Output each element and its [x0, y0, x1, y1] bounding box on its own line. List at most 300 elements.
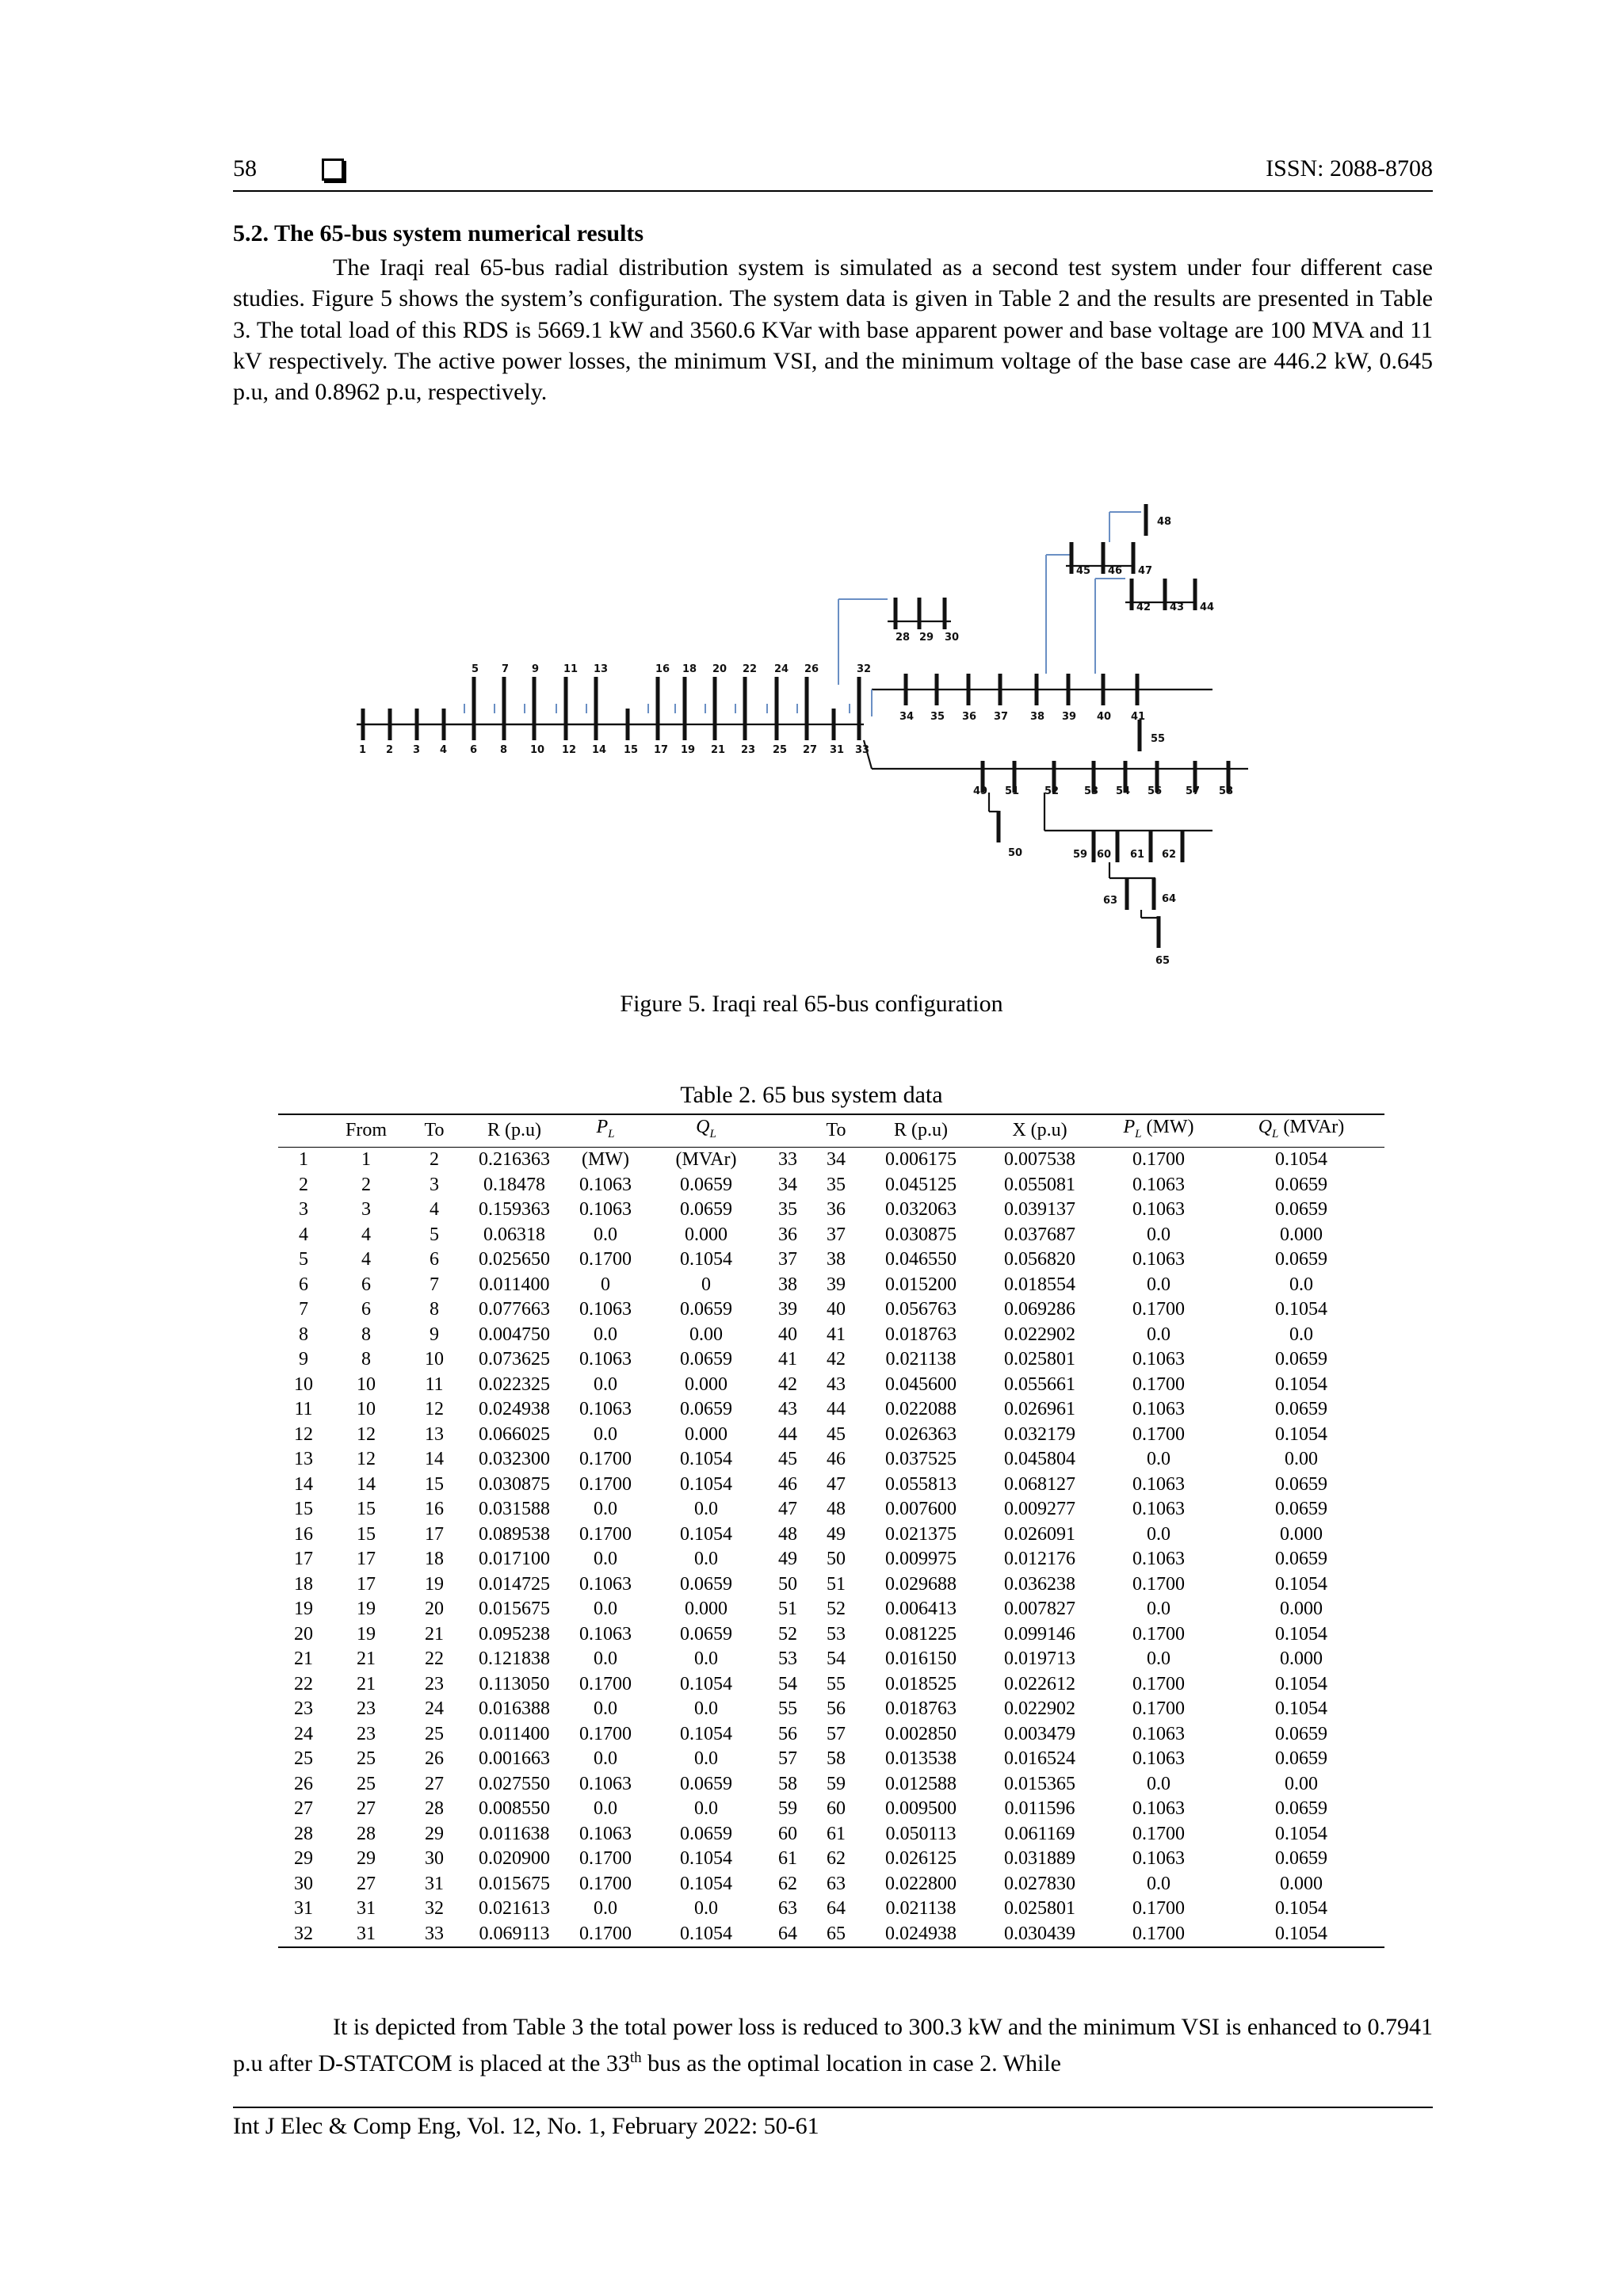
table-cell: 0.099146	[1004, 1623, 1075, 1645]
table-row	[278, 1347, 1384, 1373]
figure-caption: Figure 5. Iraqi real 65-bus configuration	[620, 991, 1003, 1017]
bus-bar	[775, 677, 779, 709]
table-cell: 0.1054	[1275, 1898, 1327, 1920]
table-cell: 0.032300	[479, 1449, 550, 1470]
table-cell: 21	[425, 1623, 444, 1645]
table-row	[278, 1822, 1384, 1847]
table-cell: 2	[361, 1174, 371, 1195]
table-cell: 20	[425, 1599, 444, 1620]
bus-label: 62	[1162, 849, 1177, 861]
bus-bar	[656, 709, 660, 740]
table-cell: 55	[827, 1673, 846, 1694]
table-cell: 52	[778, 1623, 797, 1645]
table-cell: 0.1054	[1275, 1299, 1327, 1320]
table-row	[278, 1223, 1384, 1248]
table-row	[278, 1797, 1384, 1822]
bus-bar	[997, 811, 1001, 842]
table-cell: 0.06318	[483, 1224, 545, 1245]
table-cell: 0.1063	[579, 1399, 632, 1420]
table-cell: 0.000	[1280, 1224, 1323, 1245]
table-cell: 31	[425, 1873, 444, 1894]
table-cell: 0.011400	[479, 1723, 550, 1744]
table-cell: 0.0	[594, 1898, 617, 1920]
bus-bar	[1070, 542, 1074, 574]
table-cell: 0.095238	[479, 1623, 550, 1645]
table-cell: 0.019713	[1004, 1648, 1075, 1670]
bus-label: 12	[562, 744, 577, 756]
table-cell: 43	[778, 1399, 797, 1420]
table-cell: 0.039137	[1004, 1199, 1075, 1221]
table-cell: 22	[425, 1648, 444, 1670]
table-cell: 0.0659	[680, 1823, 732, 1844]
bus-bar	[918, 598, 922, 629]
table-cell: 3	[299, 1199, 308, 1221]
table-cell: 53	[827, 1623, 846, 1645]
table-cell: 0.026091	[1004, 1523, 1075, 1545]
table-cell: 0.1054	[680, 1873, 732, 1894]
table-cell: 0.069286	[1004, 1299, 1075, 1320]
table-cell: 0.1700	[1132, 1373, 1185, 1395]
table-cell: 0.0	[694, 1698, 718, 1720]
table-cell: 0.0659	[680, 1349, 732, 1370]
bus-bar	[1144, 504, 1148, 536]
table-row	[278, 1397, 1384, 1423]
bus-bar	[1132, 542, 1136, 574]
table-cell: 0.068127	[1004, 1473, 1075, 1495]
table-cell: 56	[778, 1723, 797, 1744]
bus-label: 17	[654, 744, 669, 756]
table-row	[278, 1672, 1384, 1698]
table-cell: 0.024938	[479, 1399, 550, 1420]
table-cell: 0.0	[594, 1599, 617, 1620]
bus-label: 11	[563, 663, 579, 675]
table-cell: 12	[294, 1423, 313, 1445]
table-cell: 0.1063	[579, 1823, 632, 1844]
table-cell: 0.0659	[1275, 1723, 1327, 1744]
table-cell: 0.015675	[479, 1599, 550, 1620]
table-cell: 0.1054	[1275, 1423, 1327, 1445]
table-cell: 47	[778, 1499, 797, 1520]
table-cell: 0.045804	[1004, 1449, 1075, 1470]
bus-bar	[743, 709, 747, 740]
table-cell: 19	[294, 1599, 313, 1620]
table-cell: 0.0	[694, 1748, 718, 1770]
header-ql: $Q_L$	[647, 1114, 765, 1148]
bus-label: 27	[803, 744, 818, 756]
bus-label: 63	[1103, 895, 1118, 907]
table-cell: 0.000	[1280, 1599, 1323, 1620]
bus-bar	[1092, 831, 1096, 862]
table-cell: 0.0659	[1275, 1848, 1327, 1870]
bus-bar	[502, 709, 506, 740]
table-cell: 0.024938	[861, 1922, 980, 1948]
table-cell: 0.0	[594, 1423, 617, 1445]
table-cell: 62	[778, 1873, 797, 1894]
table-cell: 0.007827	[1004, 1599, 1075, 1620]
table-cell: 36	[827, 1199, 846, 1221]
table-cell: 7	[299, 1299, 308, 1320]
bus-bar	[388, 709, 392, 740]
table-cell: 0.001663	[479, 1748, 550, 1770]
table-cell: 0.1054	[1275, 1623, 1327, 1645]
table-cell: 2	[299, 1174, 308, 1195]
table-cell: 0.0659	[680, 1773, 732, 1794]
bus-label: 34	[899, 711, 915, 723]
table-cell: 0.0	[1147, 1773, 1170, 1794]
table-row	[278, 1323, 1384, 1348]
bus-bar	[442, 709, 446, 740]
table-cell: 0.081225	[885, 1623, 957, 1645]
table-cell: 0.0	[694, 1499, 718, 1520]
table-cell: 0.022612	[1004, 1673, 1075, 1694]
table-cell: 0.007600	[885, 1499, 957, 1520]
body-paragraph-1: The Iraqi real 65-bus radial distribution system is simulated as a second test system under four different case studies. Figure 5 shows the system’s configuration. The system data is given in Table 2 and the results are presented in Table 3. The total load of this RDS is 5669.1 kW and 3560.6 KVar with base apparent power and base voltage are 100 MVA and 11 kV respectively. The active power losses, the minimum VSI, and the minimum voltage of the base case are 446.2 kW, 0.645 p.u, and 0.8962 p.u, respectively.	[233, 254, 1433, 406]
table-cell: 28	[425, 1798, 444, 1820]
table-cell: 0.026961	[1004, 1399, 1075, 1420]
table-row	[278, 1423, 1384, 1448]
table-cell: 0.1063	[1132, 1174, 1185, 1195]
bus-bar	[1102, 542, 1106, 574]
table-cell: 17	[357, 1573, 376, 1595]
table-cell: 0.020900	[479, 1848, 550, 1870]
table-cell: 21	[357, 1648, 376, 1670]
table-cell: 0.017100	[479, 1549, 550, 1570]
table-cell: 25	[357, 1773, 376, 1794]
table-cell: 0.0	[694, 1648, 718, 1670]
bus-bar	[1181, 831, 1185, 862]
bus-label: 55	[1151, 733, 1166, 745]
table-row	[278, 1597, 1384, 1622]
table-cell: 30	[425, 1848, 444, 1870]
bus-label: 33	[855, 744, 870, 756]
table-cell: 0.027830	[1004, 1873, 1075, 1894]
table-cell: 0.015365	[1004, 1773, 1075, 1794]
table-cell: 13	[425, 1423, 444, 1445]
bus-bar	[683, 677, 687, 709]
bus-bar	[1102, 674, 1106, 705]
table-cell: 0.031588	[479, 1499, 550, 1520]
bus-bar	[1138, 720, 1142, 751]
table-cell: 0	[601, 1274, 610, 1295]
table-cell: 2	[430, 1149, 439, 1171]
table-cell: 0.1054	[1275, 1373, 1327, 1395]
bus-bar	[1035, 674, 1039, 705]
table-cell: 41	[827, 1324, 846, 1345]
table-cell: 25	[357, 1748, 376, 1770]
table-cell: 0.0	[1147, 1523, 1170, 1545]
table-cell: 0.0	[594, 1648, 617, 1670]
table-cell: 0.011400	[479, 1274, 550, 1295]
bus-label: 21	[711, 744, 726, 756]
bus-label: 41	[1131, 711, 1146, 723]
table-cell: 8	[361, 1324, 371, 1345]
table-cell: 0.000	[685, 1224, 727, 1245]
table-cell: (MW)	[582, 1149, 629, 1171]
table-cell: 0.0	[594, 1324, 617, 1345]
header-pl-2: $P_L$ (MW)	[1099, 1114, 1218, 1148]
table-cell: 27	[357, 1873, 376, 1894]
bus-label: 50	[1008, 847, 1023, 859]
table-row	[278, 1872, 1384, 1897]
table-cell: 0.030875	[885, 1224, 957, 1245]
table-cell: 0.032179	[1004, 1423, 1075, 1445]
table-cell: 12	[357, 1449, 376, 1470]
table-row	[278, 1922, 1384, 1948]
table-cell: 0.000	[1280, 1873, 1323, 1894]
table-cell: 49	[827, 1523, 846, 1545]
bus-bar	[472, 677, 476, 709]
table-cell: 32	[278, 1922, 329, 1948]
table-cell: 0.018525	[885, 1673, 957, 1694]
bus-label: 20	[712, 663, 727, 675]
table-cell: 0.0659	[1275, 1748, 1327, 1770]
bus-bar	[533, 677, 537, 709]
table-row	[278, 1173, 1384, 1198]
table-row	[278, 1622, 1384, 1648]
table-cell: 58	[827, 1748, 846, 1770]
table-cell: 5	[299, 1249, 308, 1270]
table-cell: 4	[361, 1249, 371, 1270]
table-cell: 61	[827, 1823, 846, 1844]
table-header-row	[278, 1114, 1384, 1148]
bus-label: 36	[962, 711, 977, 723]
table-cell: 0.0659	[680, 1299, 732, 1320]
table-cell: 0.0659	[680, 1399, 732, 1420]
table-cell: 0.1063	[1132, 1499, 1185, 1520]
table-cell: 18	[294, 1573, 313, 1595]
table-cell: 0.045125	[885, 1174, 957, 1195]
table-cell: 18	[425, 1549, 444, 1570]
table-cell: 0.032063	[885, 1199, 957, 1221]
header-index-2	[765, 1114, 811, 1148]
bus-label: 4	[440, 744, 448, 756]
bus-label: 38	[1030, 711, 1045, 723]
table-cell: 0.026363	[885, 1423, 957, 1445]
table-cell: 0.0659	[1275, 1549, 1327, 1570]
table-cell: 0.0	[1147, 1274, 1170, 1295]
table-cell: 0.1700	[579, 1249, 632, 1270]
table-cell: 0.018763	[885, 1324, 957, 1345]
table-cell: 0.0	[1147, 1648, 1170, 1670]
table-cell: 0.0659	[1275, 1499, 1327, 1520]
bus-label: 6	[470, 744, 478, 756]
table-cell: 0.014725	[479, 1573, 550, 1595]
table-cell: 9	[299, 1349, 308, 1370]
table-cell: 0.1700	[579, 1873, 632, 1894]
table-cell: 38	[778, 1274, 797, 1295]
table-cell: 0.00	[689, 1324, 723, 1345]
bus-bar	[1067, 674, 1071, 705]
table-cell: 49	[778, 1549, 797, 1570]
table-cell: 0.0	[694, 1798, 718, 1820]
table-cell: 0.1700	[1132, 1823, 1185, 1844]
table-cell: 50	[778, 1573, 797, 1595]
bus-label: 28	[896, 632, 911, 644]
table-cell: 0.000	[685, 1599, 727, 1620]
table-cell: 26	[294, 1773, 313, 1794]
table-cell: 0.056820	[1004, 1249, 1075, 1270]
table-cell: 0.0659	[680, 1174, 732, 1195]
bus-label: 40	[1097, 711, 1112, 723]
table-cell: 10	[357, 1373, 376, 1395]
table-cell: 0.1063	[579, 1623, 632, 1645]
bus-label: 44	[1200, 602, 1215, 613]
table-cell: 0.0	[1147, 1873, 1170, 1894]
table-cell: 0.1063	[1132, 1473, 1185, 1495]
table-cell: 0.1700	[579, 1523, 632, 1545]
table-cell: 64	[765, 1922, 811, 1948]
table-cell: 16	[294, 1523, 313, 1545]
bus-label: 43	[1170, 602, 1185, 613]
table-cell: 16	[425, 1499, 444, 1520]
bus-label: 45	[1076, 565, 1091, 577]
table-cell: 0.055081	[1004, 1174, 1075, 1195]
table-cell: 32	[425, 1898, 444, 1920]
bus-bar	[713, 677, 717, 709]
table-cell: 0.1063	[579, 1299, 632, 1320]
table-cell: 0.1700	[1099, 1922, 1218, 1948]
table-cell: 0.0	[1147, 1324, 1170, 1345]
table-row	[278, 1697, 1384, 1722]
table-cell: 6	[299, 1274, 308, 1295]
table-cell: 0.1054	[680, 1848, 732, 1870]
table-cell: 56	[827, 1698, 846, 1720]
table-cell: 13	[294, 1449, 313, 1470]
table-cell: 0.000	[1280, 1523, 1323, 1545]
table-cell: 0.016150	[885, 1648, 957, 1670]
table-cell: 29	[294, 1848, 313, 1870]
table-cell: 17	[357, 1549, 376, 1570]
bus-bar	[943, 598, 947, 629]
bus-bar	[415, 709, 419, 740]
bus-label: 35	[930, 711, 945, 723]
bus-label: 26	[804, 663, 819, 675]
bus-label: 51	[1005, 785, 1020, 797]
table-cell: 0.1054	[680, 1249, 732, 1270]
bus-bar	[904, 674, 908, 705]
table-cell: 0.1063	[1132, 1349, 1185, 1370]
table-cell: 0.055813	[885, 1473, 957, 1495]
table-cell: 0.1063	[579, 1573, 632, 1595]
header-r-2: R (p.u)	[861, 1114, 980, 1148]
table-cell: 0.1700	[1132, 1299, 1185, 1320]
bus-label: 59	[1073, 849, 1088, 861]
table-cell: 6	[430, 1249, 439, 1270]
table-cell: 0.022902	[1004, 1698, 1075, 1720]
table-cell: 34	[778, 1174, 797, 1195]
bus-label: 32	[857, 663, 872, 675]
table-cell: 40	[778, 1324, 797, 1345]
table-cell: 6	[361, 1274, 371, 1295]
table-cell: 28	[294, 1823, 313, 1844]
table-cell: 23	[294, 1698, 313, 1720]
table-cell: 62	[827, 1848, 846, 1870]
table-cell: 0.1063	[1132, 1798, 1185, 1820]
table-cell: 0.011596	[1004, 1798, 1075, 1820]
table-cell: 0.1054	[1275, 1573, 1327, 1595]
table-cell: 55	[778, 1698, 797, 1720]
table-cell: 0.121838	[479, 1648, 550, 1670]
table-cell: 58	[778, 1773, 797, 1794]
table-cell: 24	[425, 1698, 444, 1720]
bus-label: 22	[743, 663, 758, 675]
table-cell: 60	[827, 1798, 846, 1820]
table-cell: 54	[827, 1648, 846, 1670]
bus-label: 60	[1097, 849, 1112, 861]
bus-label: 30	[945, 632, 960, 644]
table-cell: 0.0659	[680, 1623, 732, 1645]
table-cell: 15	[294, 1499, 313, 1520]
table-cell: 0.022902	[1004, 1324, 1075, 1345]
table-cell: 23	[357, 1698, 376, 1720]
header-from: From	[329, 1114, 403, 1148]
bus-label: 58	[1219, 785, 1234, 797]
table-cell: 0.1054	[1275, 1698, 1327, 1720]
square-bullet-icon	[322, 159, 344, 181]
bus-bar	[1125, 878, 1129, 910]
table-cell: 27	[357, 1798, 376, 1820]
bus-label: 1	[359, 744, 367, 756]
table-row	[278, 1897, 1384, 1922]
bus-bar	[999, 674, 1002, 705]
table-row	[278, 1297, 1384, 1323]
table-cell: 0.0659	[680, 1573, 732, 1595]
table-cell: 48	[778, 1523, 797, 1545]
bus-label: 46	[1108, 565, 1123, 577]
bus-bar	[857, 677, 861, 709]
table-cell: 0.011638	[479, 1823, 550, 1844]
table-cell: 0.1700	[1132, 1623, 1185, 1645]
table-cell: 0.013538	[885, 1748, 957, 1770]
table-cell: 11	[294, 1399, 313, 1420]
table-cell: 0.0659	[1275, 1199, 1327, 1221]
table-cell: 12	[425, 1399, 444, 1420]
table-row	[278, 1522, 1384, 1548]
table-cell: 0.015675	[479, 1873, 550, 1894]
table-cell: 15	[425, 1473, 444, 1495]
table-cell: 8	[299, 1324, 308, 1345]
table-cell: 0.015200	[885, 1274, 957, 1295]
table-cell: 23	[357, 1723, 376, 1744]
bus-bar	[1149, 831, 1153, 862]
table-cell: 0.1700	[1132, 1423, 1185, 1445]
table-cell: 0.1063	[1132, 1723, 1185, 1744]
header-to: To	[403, 1114, 465, 1148]
table-cell: 0.030439	[980, 1922, 1099, 1948]
table-cell: 0.056763	[885, 1299, 957, 1320]
table-cell: 0.0	[594, 1698, 617, 1720]
table-cell: 0.009277	[1004, 1499, 1075, 1520]
table-cell: 21	[294, 1648, 313, 1670]
table-cell: 6	[361, 1299, 371, 1320]
table-cell: 0.1700	[579, 1473, 632, 1495]
table-row	[278, 1373, 1384, 1398]
table-cell: 8	[430, 1299, 439, 1320]
table-cell: 0.000	[685, 1423, 727, 1445]
table-cell: 39	[827, 1274, 846, 1295]
table-cell: 17	[294, 1549, 313, 1570]
bus-label: 9	[532, 663, 540, 675]
section-title: 5.2. The 65-bus system numerical results	[233, 220, 644, 246]
table-cell: 0.077663	[479, 1299, 550, 1320]
bus-bar	[805, 709, 809, 740]
table-cell: 57	[827, 1723, 846, 1744]
table-cell: 0.00	[1285, 1773, 1318, 1794]
page-footer: Int J Elec & Comp Eng, Vol. 12, No. 1, February 2022: 50-61	[233, 2107, 1433, 2140]
table-cell: 0.1063	[579, 1199, 632, 1221]
table-row	[278, 1497, 1384, 1522]
bus-label: 47	[1138, 565, 1153, 577]
